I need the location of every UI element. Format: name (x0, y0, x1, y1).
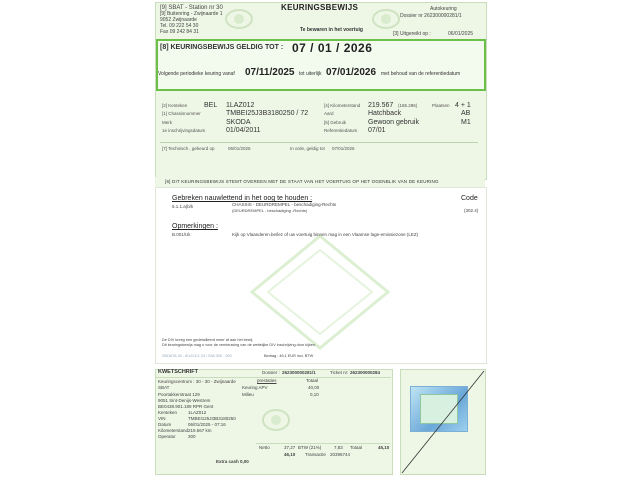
doc-subtitle: Te bewaren in het voertuig (300, 27, 363, 33)
remark-text: Kijk op Vlaanderen.be/lez of uw voertuig binnen mag in een Vlaamse lage-emissiezone (LEZ) (232, 232, 419, 237)
issued-date: 06/01/2025 (448, 31, 474, 37)
extra-cash-label: Extra cash (216, 459, 239, 464)
places-value: 4 + 1 (455, 102, 471, 109)
code-label: Code (461, 195, 478, 202)
body-code: AB (461, 110, 471, 117)
footer-note1: De DIV kreeg een gedetailleerd meer af aan het bewij (162, 338, 253, 342)
receipt-org: SBAT (158, 385, 170, 390)
validity-label: [8] KEURINGSBEWIJS GELDIG TOT : (160, 44, 284, 51)
station-fax: Fax 09 242 84 31 (160, 29, 199, 35)
remark-code: B.001/Uk (172, 232, 191, 237)
kind-label: Aard (324, 111, 334, 116)
service2-amount: 0,10 (310, 392, 319, 397)
totaal-label: Totaal (350, 445, 363, 450)
chassis-label: [1] Chassisnummer (162, 111, 201, 116)
remarks-heading: Opmerkingen : (172, 223, 218, 230)
plate-country: BEL (204, 102, 218, 109)
station-address1: [9] Buitenring - Zwijnaarde 1 (160, 11, 223, 17)
station-address2: 9052 Zwijnaarde (160, 17, 197, 23)
periodic-suffix: met behoud van de referentiedatum (381, 71, 461, 77)
receipt-vin: TMBEI125JI3B3180250 (188, 416, 236, 421)
techno-date: 06/01/2025 (228, 146, 251, 151)
defects-heading: Gebreken nauwlettend in het oog te houden : (172, 195, 313, 202)
defect-text: CHASSIS - DEURDREMPEL - beschadiging-Rechts (232, 202, 337, 207)
receipt-street: Poortakkerstraat 129 (158, 392, 200, 397)
extra-cash-value: 0,00 (240, 459, 249, 464)
periodic-prefix: Volgende periodieke keuring vanaf (158, 71, 235, 77)
footer-stamp: SBDATA 30 - 8/1/0/1/1 24 / 538 300 - 300 (162, 354, 232, 358)
receipt-plate-label: Kenteken (158, 410, 178, 415)
odometer-label: [4] Kilometerstand (324, 103, 361, 108)
receipt-title: KWETSCHRIFT (158, 369, 199, 375)
issued-label: [3] Uitgereikt op : (393, 31, 431, 37)
receipt-vat: BE0438.901.189 RPR Gent (158, 404, 214, 409)
receipt-eye-logo (262, 408, 290, 432)
btw-value: 7,83 (334, 445, 343, 450)
services-total-label: Totaal (306, 378, 319, 383)
footer-amount: Bedrag : 46,1 EUR incl. BTW (264, 354, 314, 358)
receipt-date: 06/01/2025 - 07:16 (188, 422, 226, 427)
receipt-dossier: 262300000281/1 (282, 370, 316, 375)
eye-logo-right (372, 8, 400, 30)
use-label: [5] Gebruik (324, 120, 347, 125)
transaction-label: Transactie (305, 452, 326, 457)
doc-title: KEURINGSBEWIJS (281, 3, 359, 12)
service1-name: Keuring APV (242, 385, 268, 390)
periodic-mid: tot uiterlijk (299, 71, 322, 77)
periodic-to-date: 07/01/2026 (326, 67, 377, 78)
odometer-value: 219.567 (368, 102, 394, 109)
transaction-value: 20396744 (330, 452, 351, 457)
order-label: In orde, geldig tot (290, 146, 325, 151)
receipt-operator: 300 (188, 434, 196, 439)
services-label: prestaties (257, 378, 277, 383)
receipt-total-divider (256, 443, 390, 444)
dossier-number: Dossier nr 262300000281/1 (400, 13, 462, 19)
netto-label: Netto (259, 445, 270, 450)
receipt-city: 9051 Sint-Denijs-Westrem (158, 398, 211, 403)
paid-value: 46,10 (284, 452, 296, 457)
receipt-km: 219.567 km (188, 428, 212, 433)
places-label: Plaatsen (432, 103, 450, 108)
receipt-dossier-label: Dossier : (262, 370, 280, 375)
plate-value: 1LAZ012 (226, 102, 255, 109)
btw-label: BTW (21%) (298, 445, 322, 450)
receipt-km-label: Kilometerstand (158, 428, 189, 433)
netto-value: 37,27 (284, 445, 296, 450)
watermark-diamond (248, 232, 392, 352)
receipt-vin-label: VIN (158, 416, 166, 421)
plate-label: [2] Kenteken (162, 103, 188, 108)
receipt-ticket: 262300000284 (350, 370, 381, 375)
make-label: Merk (162, 120, 172, 125)
divider (160, 142, 478, 143)
odometer-prev: (186.286) (398, 103, 418, 108)
receipt-operator-label: Operator (158, 434, 176, 439)
chassis-value: TMBEI25J3B3180250 / 72 (226, 110, 309, 117)
order-date: 07/01/2026 (332, 146, 355, 151)
statement-text: [6] DIT KEURINGSBEWIJS STEMT OVEREEN MET DE STAAT VAN HET VOERTUIG OP HET OGENBLIK VAN DE KEURING (165, 179, 439, 184)
techno-label: [7] Technisch , gekeurd op (162, 146, 215, 151)
validity-date: 07 / 01 / 2026 (292, 41, 373, 55)
defect-subtext: (DEURDREMPEL - beschadiging -Rechts) (232, 208, 308, 213)
totaal-value: 45,10 (378, 445, 390, 450)
station-tel: Tel. 09 222 54 30 (160, 23, 199, 29)
make-value: SKODA (226, 119, 251, 126)
defect-code: 5.1.1.a(b/k (172, 204, 194, 209)
receipt-plate: 1LAZ012 (188, 410, 207, 415)
service2-name: Milieu (242, 392, 254, 397)
use-value: Gewoon gebruik (368, 119, 419, 126)
stub-strike-line (400, 369, 486, 475)
category-code: M1 (461, 119, 471, 126)
footer-note2: Dit keuringsbewijs mag u voor de vernieuwing van de wettelijke DIV inschrijving door kijken. (162, 343, 317, 347)
first-reg-label: 1e inschrijvingsdatum (162, 128, 206, 133)
receipt-station: Keuringscentrum : 30 - 30 - Zwijnaarde (158, 379, 236, 384)
defect-number: (302.4) (464, 208, 479, 213)
ref-label: Referentiedatum (324, 128, 358, 133)
eye-logo-left (225, 8, 253, 30)
first-reg-value: 01/04/2011 (226, 127, 261, 134)
station-name: [9] SBAT - Station nr 30 (160, 5, 223, 11)
receipt-ticket-label: Ticket nr: (330, 370, 349, 375)
receipt-date-label: Datum (158, 422, 172, 427)
ref-value: 07/01 (368, 127, 386, 134)
autokeuring-label: Autokeuring (430, 6, 457, 12)
service1-amount: 40,00 (308, 385, 320, 390)
periodic-from-date: 07/11/2025 (245, 67, 295, 78)
kind-value: Hatchback (368, 110, 402, 117)
